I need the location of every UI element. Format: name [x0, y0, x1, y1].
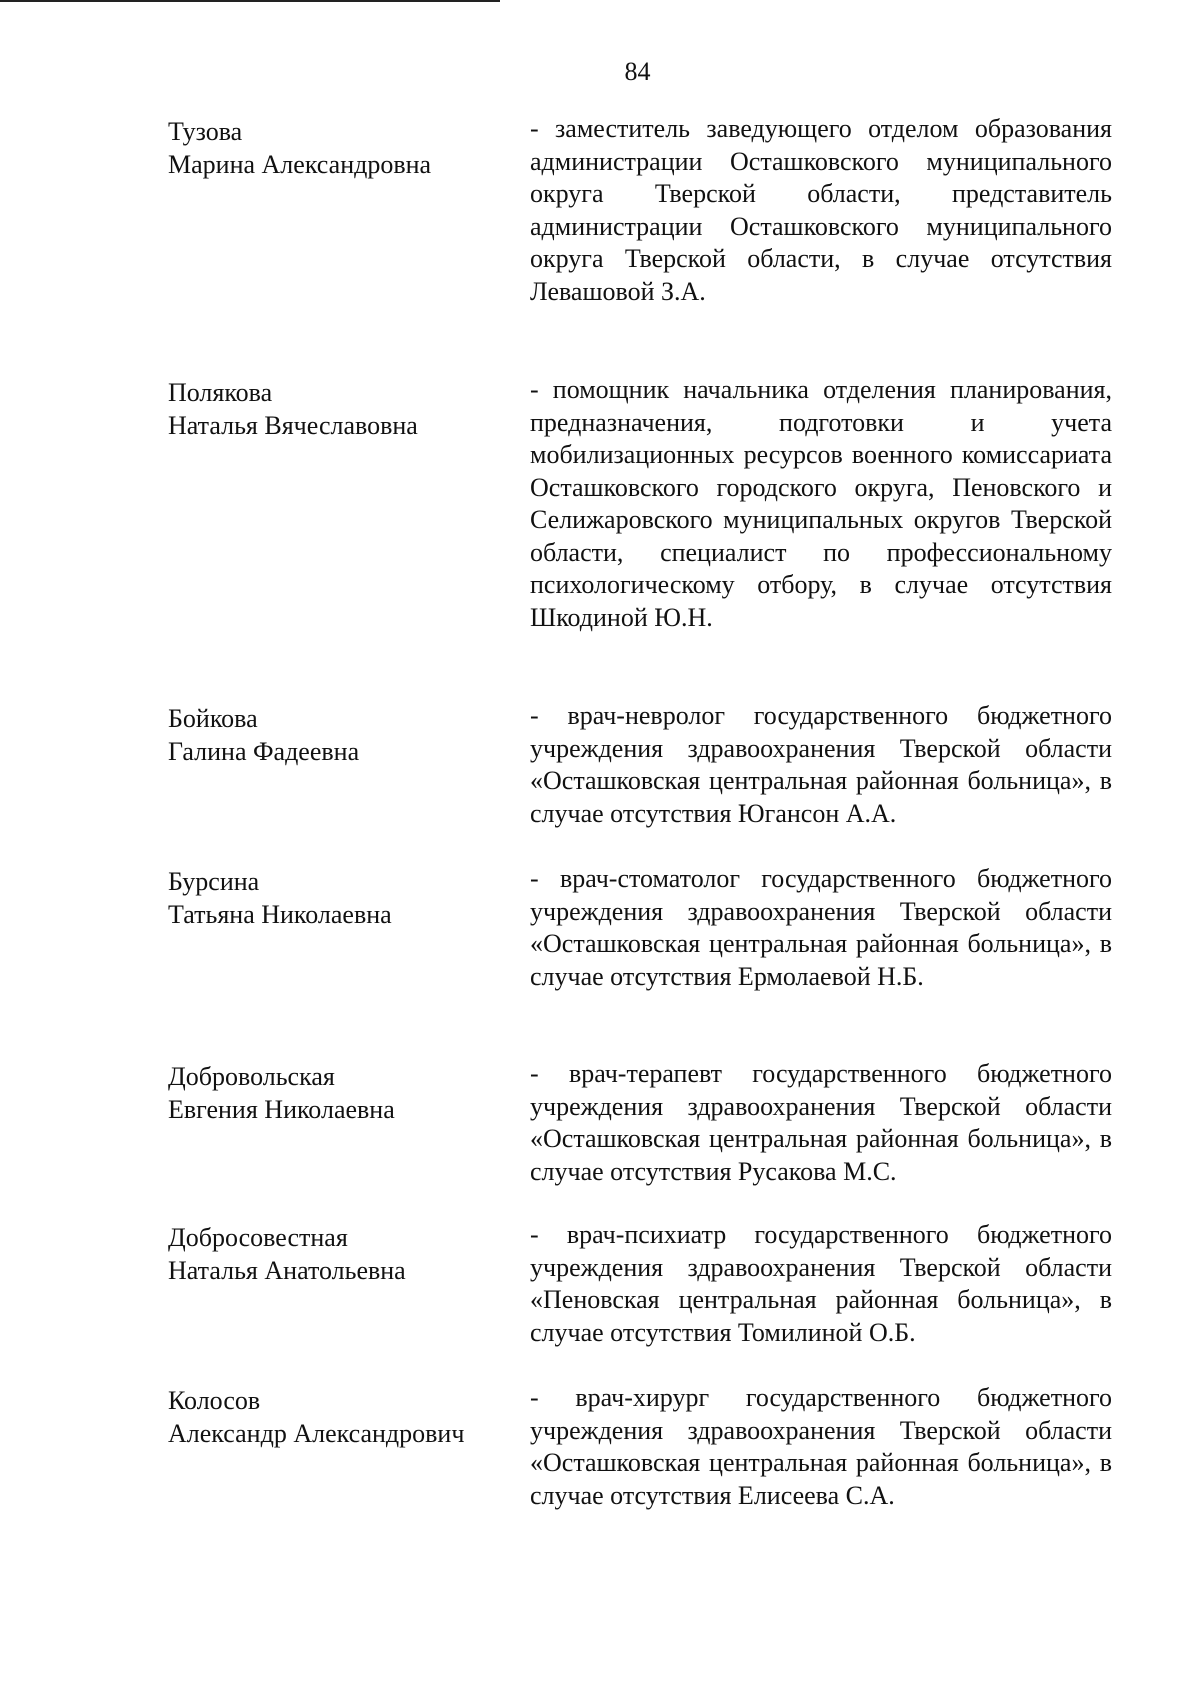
member-name [168, 377, 508, 442]
member-surname: Добровольская [168, 1062, 335, 1091]
member-surname: Полякова [168, 378, 273, 407]
member-given-names: Евгения Николаевна [168, 1094, 395, 1124]
member-role-description: - заместитель заведующего отделом образования администрации Осташковского муниципального округа Тверской области, представитель администрации Осташковского муниципального округа Тверской области, в случае отсутствия Левашовой З.А. [530, 114, 1112, 306]
top-rule [0, 0, 500, 2]
member-surname: Бурсина [168, 867, 260, 896]
member-name [168, 1222, 508, 1287]
member-role-description: - врач-психиатр государственного бюджетного учреждения здравоохранения Тверской области «Пеновская центральная районная больница», в случае отсутствия Томилиной О.Б. [530, 1220, 1112, 1347]
member-surname: Тузова [168, 117, 243, 146]
member-role-description: - врач-терапевт государственного бюджетного учреждения здравоохранения Тверской области «Осташковская центральная районная больница», в случае отсутствия Русакова М.С. [530, 1059, 1112, 1186]
member-surname: Бойкова [168, 704, 258, 733]
member-given-names: Марина Александровна [168, 149, 432, 179]
member-given-names: Галина Фадеевна [168, 736, 360, 766]
member-name [168, 116, 508, 181]
member-role-description: - врач-стоматолог государственного бюджетного учреждения здравоохранения Тверской области «Осташковская центральная районная больница», в случае отсутствия Ермолаевой Н.Б. [530, 864, 1112, 991]
member-name [168, 1385, 508, 1450]
member-name [168, 1061, 508, 1126]
member-surname: Колосов [168, 1386, 261, 1415]
member-given-names: Татьяна Николаевна [168, 899, 392, 929]
member-surname: Добросовестная [168, 1223, 348, 1252]
member-name [168, 866, 508, 931]
member-given-names: Наталья Анатольевна [168, 1255, 406, 1285]
member-role-description: - врач-хирург государственного бюджетного учреждения здравоохранения Тверской области «Осташковская центральная районная больница», в случае отсутствия Елисеева С.А. [530, 1383, 1112, 1510]
member-given-names: Наталья Вячеславовна [168, 410, 418, 440]
member-role-description: - помощник начальника отделения планирования, предназначения, подготовки и учета мобилизационных ресурсов военного комиссариата Осташковского городского округа, Пеновского и Селижаровского муниципальных округов Тверской области, специалист по профессиональному психологическому отбору, в случае отсутствия Шкодиной Ю.Н. [530, 375, 1112, 632]
member-given-names: Александр Александрович [168, 1418, 465, 1448]
member-name [168, 703, 508, 768]
page-number: 84 [624, 57, 651, 86]
member-role-description: - врач-невролог государственного бюджетного учреждения здравоохранения Тверской области «Осташковская центральная районная больница», в случае отсутствия Югансон А.А. [530, 701, 1112, 828]
